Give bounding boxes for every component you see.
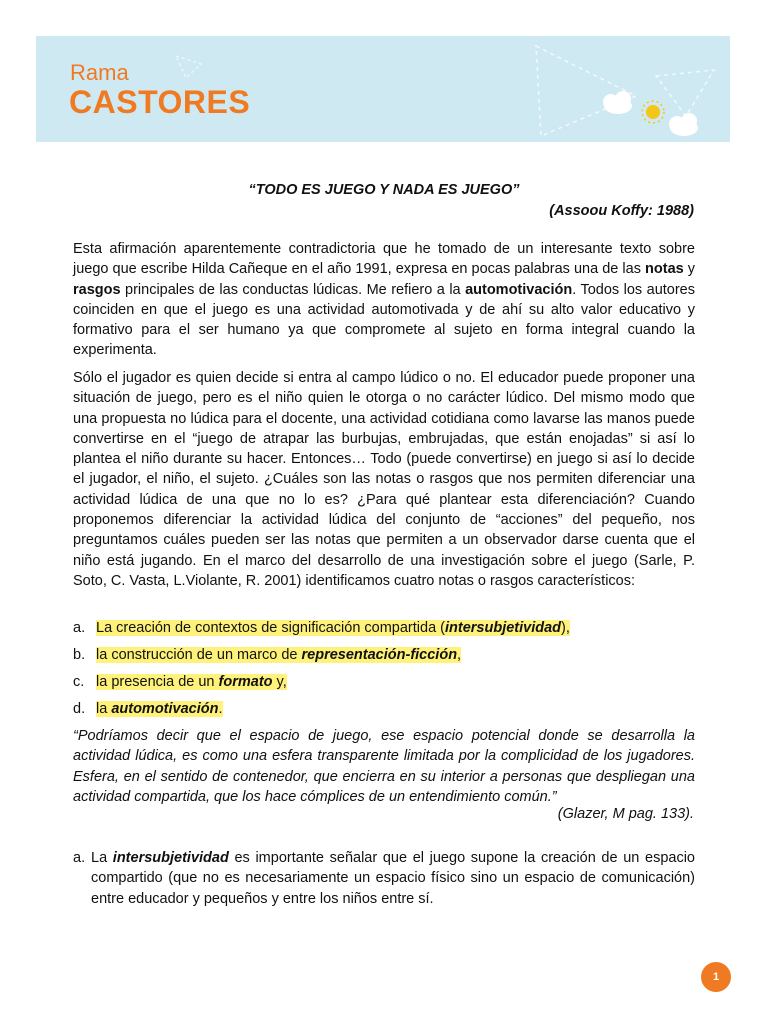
paragraph-1: Esta afirmación aparentemente contradictoria que he tomado de un interesante texto sobre juego que escribe Hilda Cañeque en el año 1991, expresa en pocas palabras una de las notas y rasgos principales de las conductas lúdicas. Me refiero a la automotivación. Todos los autores coinciden en que el juego es una actividad automotivada y de ahí su alto valor educativo y formativo para el ser humano ya que compromete al sujeto en forma integral cuando la experimenta. xyxy=(73,241,696,359)
header-banner xyxy=(36,36,730,142)
quote-citation: (Glazer, M pag. 133). xyxy=(557,806,694,822)
section-a-paragraph: a. La intersubjetividad es importante señalar que el juego supone la creación de un espacio compartido (que no es necesariamente un espacio físico sino un espacio de comunicación) entre educador y pequeños y entre los niños entre sí. xyxy=(73,850,695,907)
triangle-decoration-3 xyxy=(176,56,201,78)
list-item-c: c. la presencia de un formato y, xyxy=(73,674,287,690)
document-title: “TODO ES JUEGO Y NADA ES JUEGO” xyxy=(248,182,520,198)
triangle-decoration-2 xyxy=(656,70,714,116)
cloud-icon xyxy=(603,91,632,114)
list-item-a: a. La creación de contextos de significación compartida (intersubjetividad), xyxy=(73,620,570,636)
list-item-d: d. la automotivación. xyxy=(73,701,223,717)
title-citation: (Assoou Koffy: 1988) xyxy=(549,203,694,219)
block-quote: “Podríamos decir que el espacio de juego, ese espacio potencial donde se desarrolla la actividad lúdica, es como una esfera transparente limitada por la complicidad de los jugadores. Esfera, en el sentido de contenedor, que encierra en su interior a personas que despliegan una actividad compartida, que los hace cómplices de un entendimiento común.” xyxy=(73,728,695,805)
cloud-icon-2 xyxy=(669,113,698,136)
sun-icon xyxy=(642,101,664,123)
list-item-b: b. la construcción de un marco de representación-ficción, xyxy=(73,647,462,663)
header-subtitle: Rama xyxy=(70,60,129,85)
header-title: CASTORES xyxy=(69,84,251,120)
triangle-decoration-1 xyxy=(536,46,636,136)
paragraph-2: Sólo el jugador es quien decide si entra al campo lúdico o no. El educador puede proponer una situación de juego, pero es el niño quien le otorga o no carácter lúdico. Del mismo modo que una propuesta no lúdica para el docente, una actividad cotidiana como lavarse las manos puede convertirse en el “juego de atrapar las burbujas, embrujadas, que están enojadas” si así lo plantea el niño durante su hacer. Entonces… Todo (puede convertirse) en juego si así lo decide el jugador, el niño, el sujeto. ¿Cuáles son las notas o rasgos que nos permiten diferenciar una actividad lúdica de una que no lo es? ¿Para qué plantear esta diferenciación? Cuando proponemos diferenciar la actividad lúdica del conjunto de “acciones” del pequeño, nos preguntamos cuáles pueden ser las notas que permiten a un observador darse cuenta que el niño está jugando. En el marco del desarrollo de una investigación sobre el juego (Sarle, P. Soto, C. Vasta, L.Violante, R. 2001) identificamos cuatro notas o rasgos característicos: xyxy=(73,370,695,589)
page-number-badge: 1 xyxy=(701,962,731,992)
